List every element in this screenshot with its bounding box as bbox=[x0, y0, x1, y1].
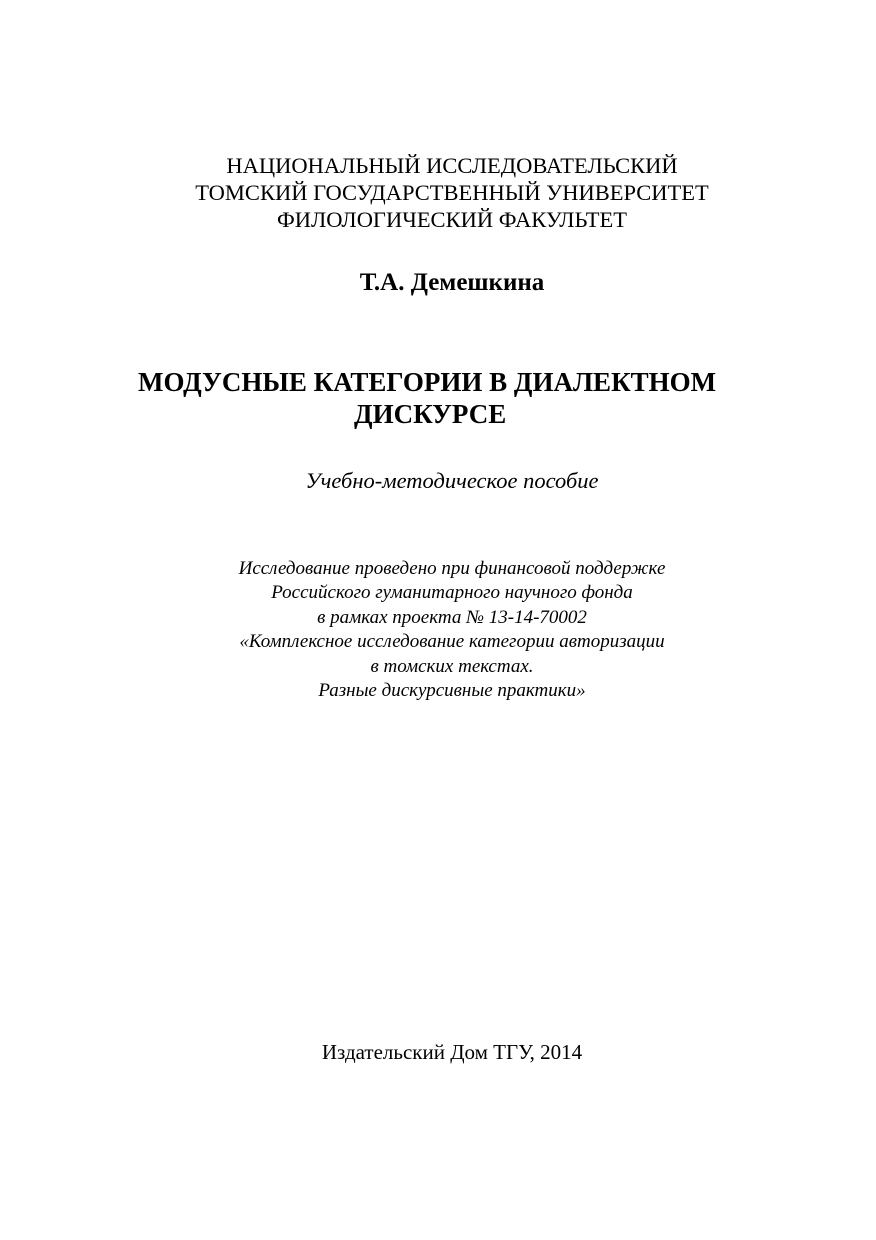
funding-line: Исследование проведено при финансовой поддержке bbox=[238, 558, 666, 579]
publisher-imprint: Издательский Дом ТГУ, 2014 bbox=[321, 1040, 583, 1064]
funding-line: Разные дискурсивные практики» bbox=[318, 680, 586, 702]
book-title-line: ДИСКУРСЕ bbox=[354, 399, 507, 429]
funding-line: «Комплексное исследование категории авторизации bbox=[239, 631, 665, 653]
institution-line: ТОМСКИЙ ГОСУДАРСТВЕННЫЙ УНИВЕРСИТЕТ bbox=[195, 180, 709, 205]
book-title-line: МОДУСНЫЕ КАТЕГОРИИ В ДИАЛЕКТНОМ bbox=[138, 367, 717, 397]
institution-line: ФИЛОЛОГИЧЕСКИЙ ФАКУЛЬТЕТ bbox=[277, 207, 627, 232]
institution-line: НАЦИОНАЛЬНЫЙ ИССЛЕДОВАТЕЛЬСКИЙ bbox=[226, 153, 678, 178]
funding-note bbox=[14, 557, 876, 703]
author-name: Т.А. Демешкина bbox=[359, 269, 545, 296]
funding-line: в рамках проекта № 13-14-70002 bbox=[317, 606, 587, 628]
funding-line: в томских текстах. bbox=[370, 655, 534, 677]
funding-line: Российского гуманитарного научного фонда bbox=[271, 582, 633, 604]
book-subtitle: Учебно-методическое пособие bbox=[305, 468, 599, 493]
institution-heading bbox=[14, 152, 876, 233]
